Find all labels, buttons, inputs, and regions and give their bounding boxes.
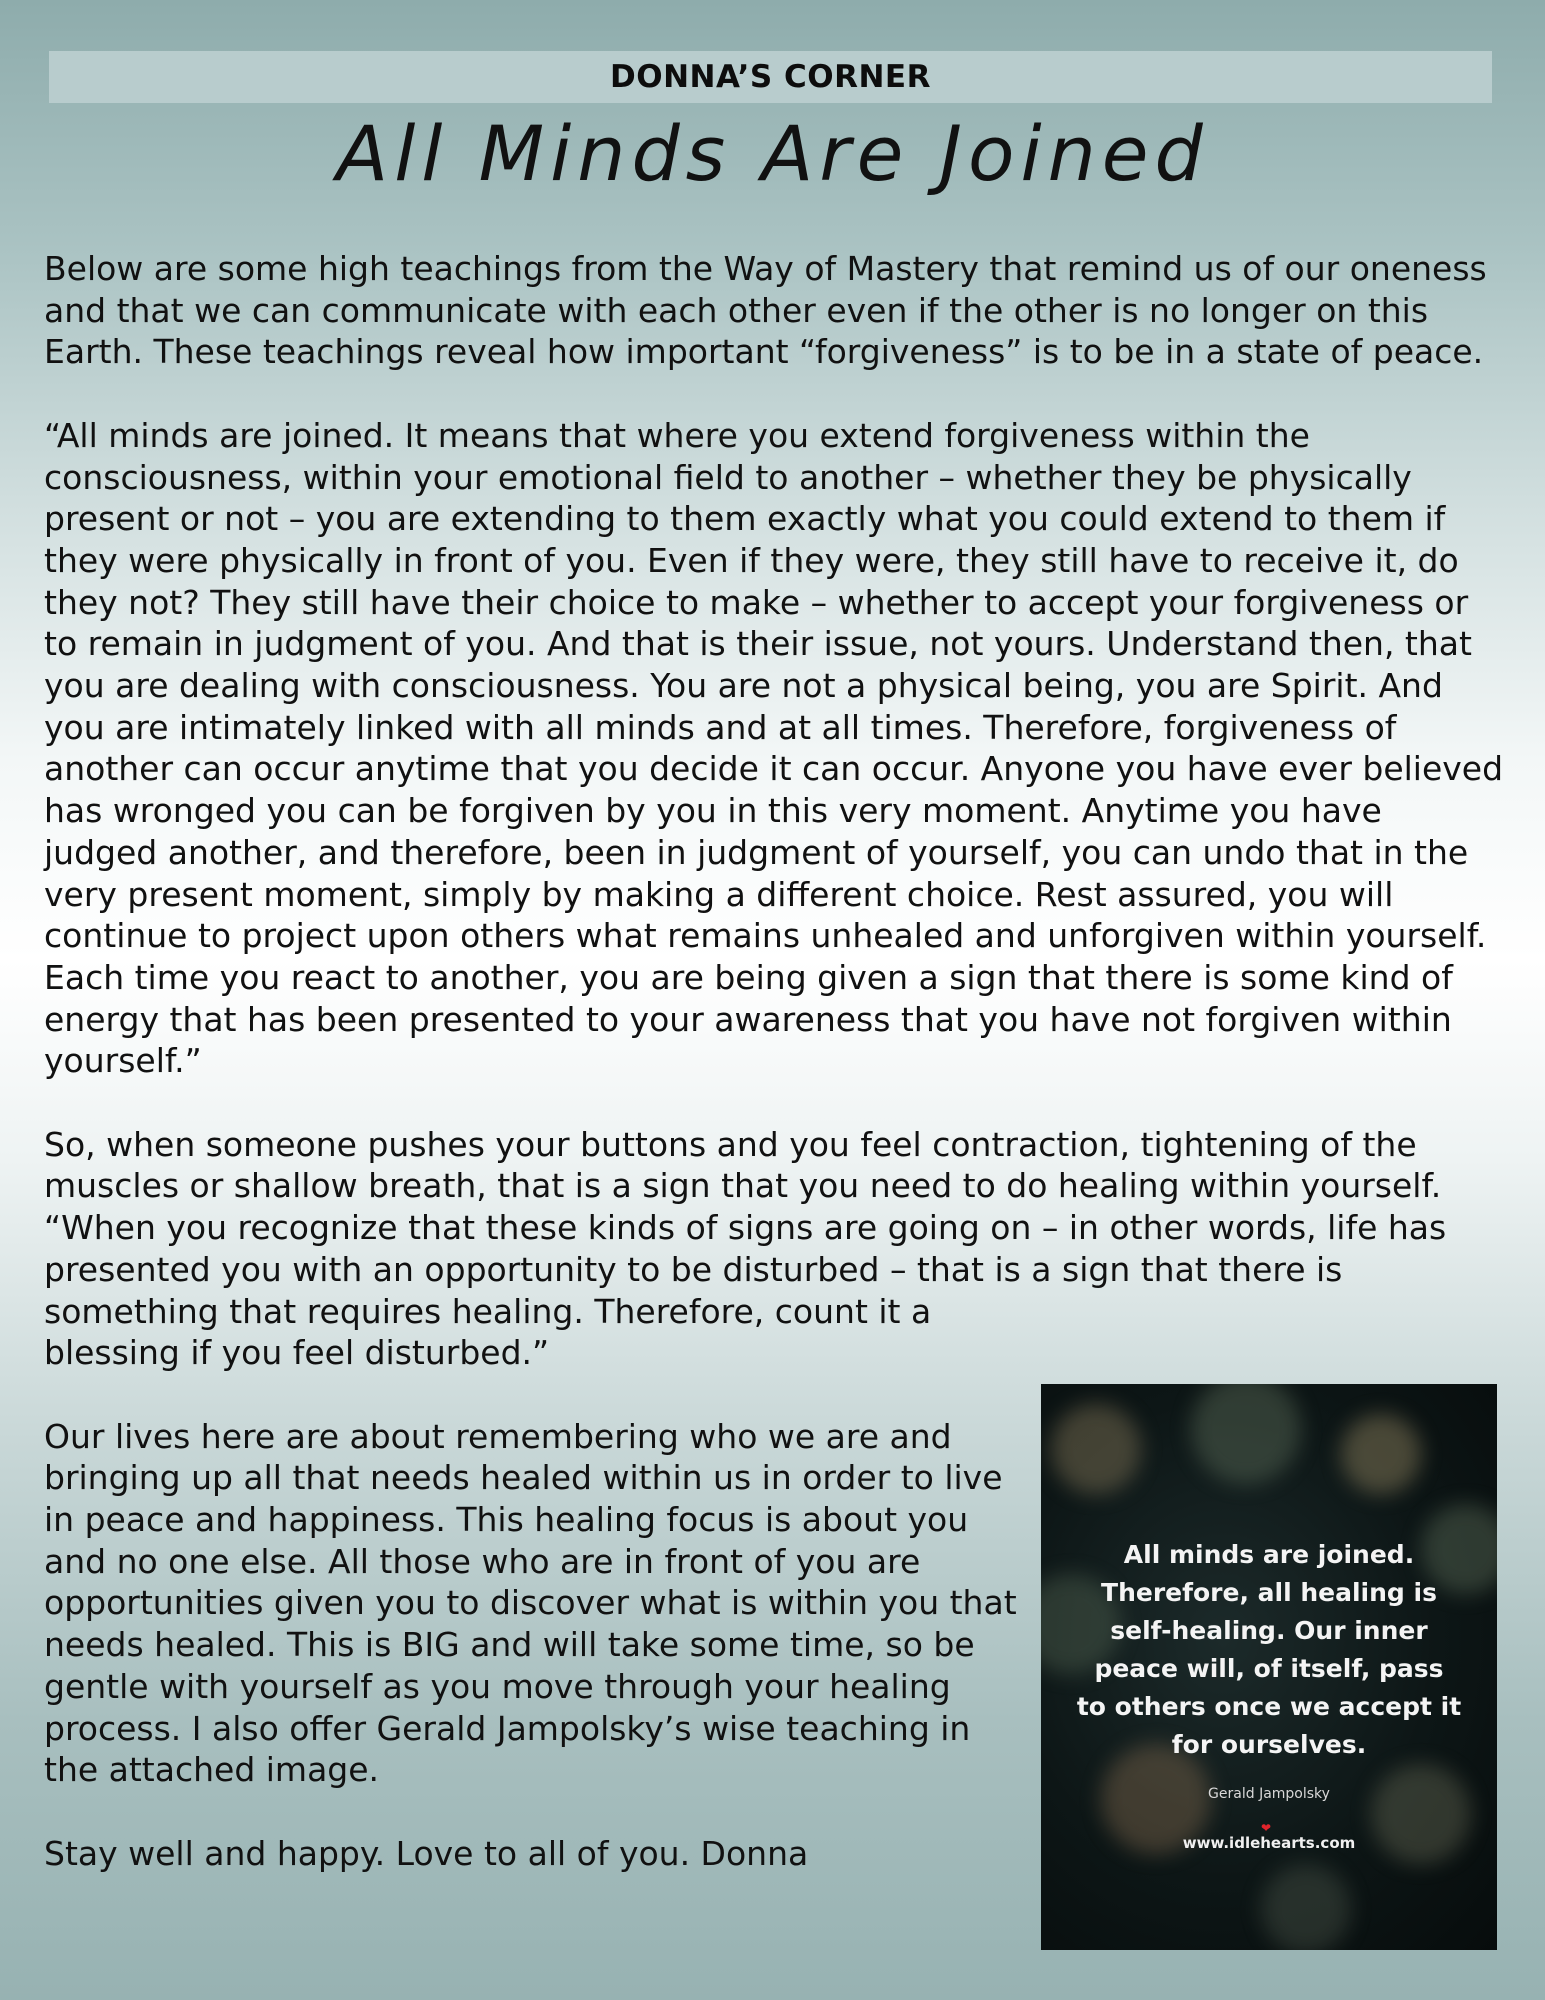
- bokeh-light: [1261, 1864, 1351, 1950]
- closing-paragraph: Stay well and happy. Love to all of you. Donna: [44, 1833, 809, 1873]
- page-title: All Minds Are Joined: [336, 109, 1209, 198]
- quote-site: www.idlehearts.com: [1182, 1834, 1356, 1852]
- section-label: DONNA’S CORNER: [610, 59, 931, 95]
- quote-line: All minds are joined.: [1123, 1540, 1415, 1569]
- quote-author: Gerald Jampolsky: [1208, 1786, 1330, 1802]
- quote-paragraph: “All minds are joined. It means that where you extend forgiveness within the consciousness, within your emotional field to another – whether they be physically present or not – you are extending to them exactly what you could extend to them if they were physically in front of you. Even if they were, they still have to receive it, do they not? They still have their choice to make – whether to accept your forgiveness or to remain in judgment of you. And that is their issue, not yours. Understand then, that you are dealing with consciousness. You are not a physical being, you are Spirit. And you are intimately linked with all minds and at all times. Therefore, forgiveness of another can occur anytime that you decide it can occur. Anyone you have ever believed has wronged you can be forgiven by you in this very moment. Anytime you have judged another, and therefore, been in judgment of yourself, you can undo that in the very present moment, simply by making a different choice. Rest assured, you will continue to project upon others what remains unhealed and unforgiven within yourself. Each time you react to another, you are being given a sign that there is some kind of energy that has been presented to your awareness that you have not forgiven within yourself.”: [44, 415, 1504, 1081]
- reflection-paragraph-end: blessing if you feel disturbed.”: [44, 1333, 550, 1373]
- section-header-band: [49, 51, 1492, 103]
- quote-text: [1041, 1536, 1497, 1764]
- bokeh-light: [1341, 1414, 1421, 1494]
- reflection-paragraph: So, when someone pushes your buttons and you feel contraction, tightening of the muscles or shallow breath, that is a sign that you need to do healing within yourself. “When you recognize that these kinds of signs are going on – in other words, life has presented you with an opportunity to be disturbed – that is a sign that there is something that requires healing. Therefore, count it a: [44, 1124, 1447, 1331]
- quote-line: for ourselves.: [1171, 1730, 1367, 1759]
- jampolsky-quote-image: [1041, 1384, 1497, 1950]
- quote-line: self-healing. Our inner: [1110, 1616, 1428, 1645]
- bokeh-light: [1191, 1384, 1301, 1484]
- heart-icon: ❤: [1261, 1821, 1272, 1835]
- healing-paragraph: Our lives here are about remembering who we are and bringing up all that needs healed within us in order to live in peace and happiness. This healing focus is about you and no one else. All those who are in front of you are opportunities given you to discover what is within you that needs healed. This is BIG and will take some time, so be gentle with yourself as you move through your healing process. I also offer Gerald Jampolsky’s wise teaching in the attached image.: [44, 1416, 1017, 1790]
- bokeh-light: [1051, 1404, 1141, 1494]
- intro-paragraph: Below are some high teachings from the Way of Mastery that remind us of our oneness and that we can communicate with each other even if the other is no longer on this Earth. These teachings reveal how important “forgiveness” is to be in a state of peace.: [44, 249, 1487, 372]
- quote-line: to others once we accept it: [1076, 1692, 1462, 1721]
- quote-line: peace will, of itself, pass: [1094, 1654, 1444, 1683]
- quote-line: Therefore, all healing is: [1101, 1578, 1437, 1607]
